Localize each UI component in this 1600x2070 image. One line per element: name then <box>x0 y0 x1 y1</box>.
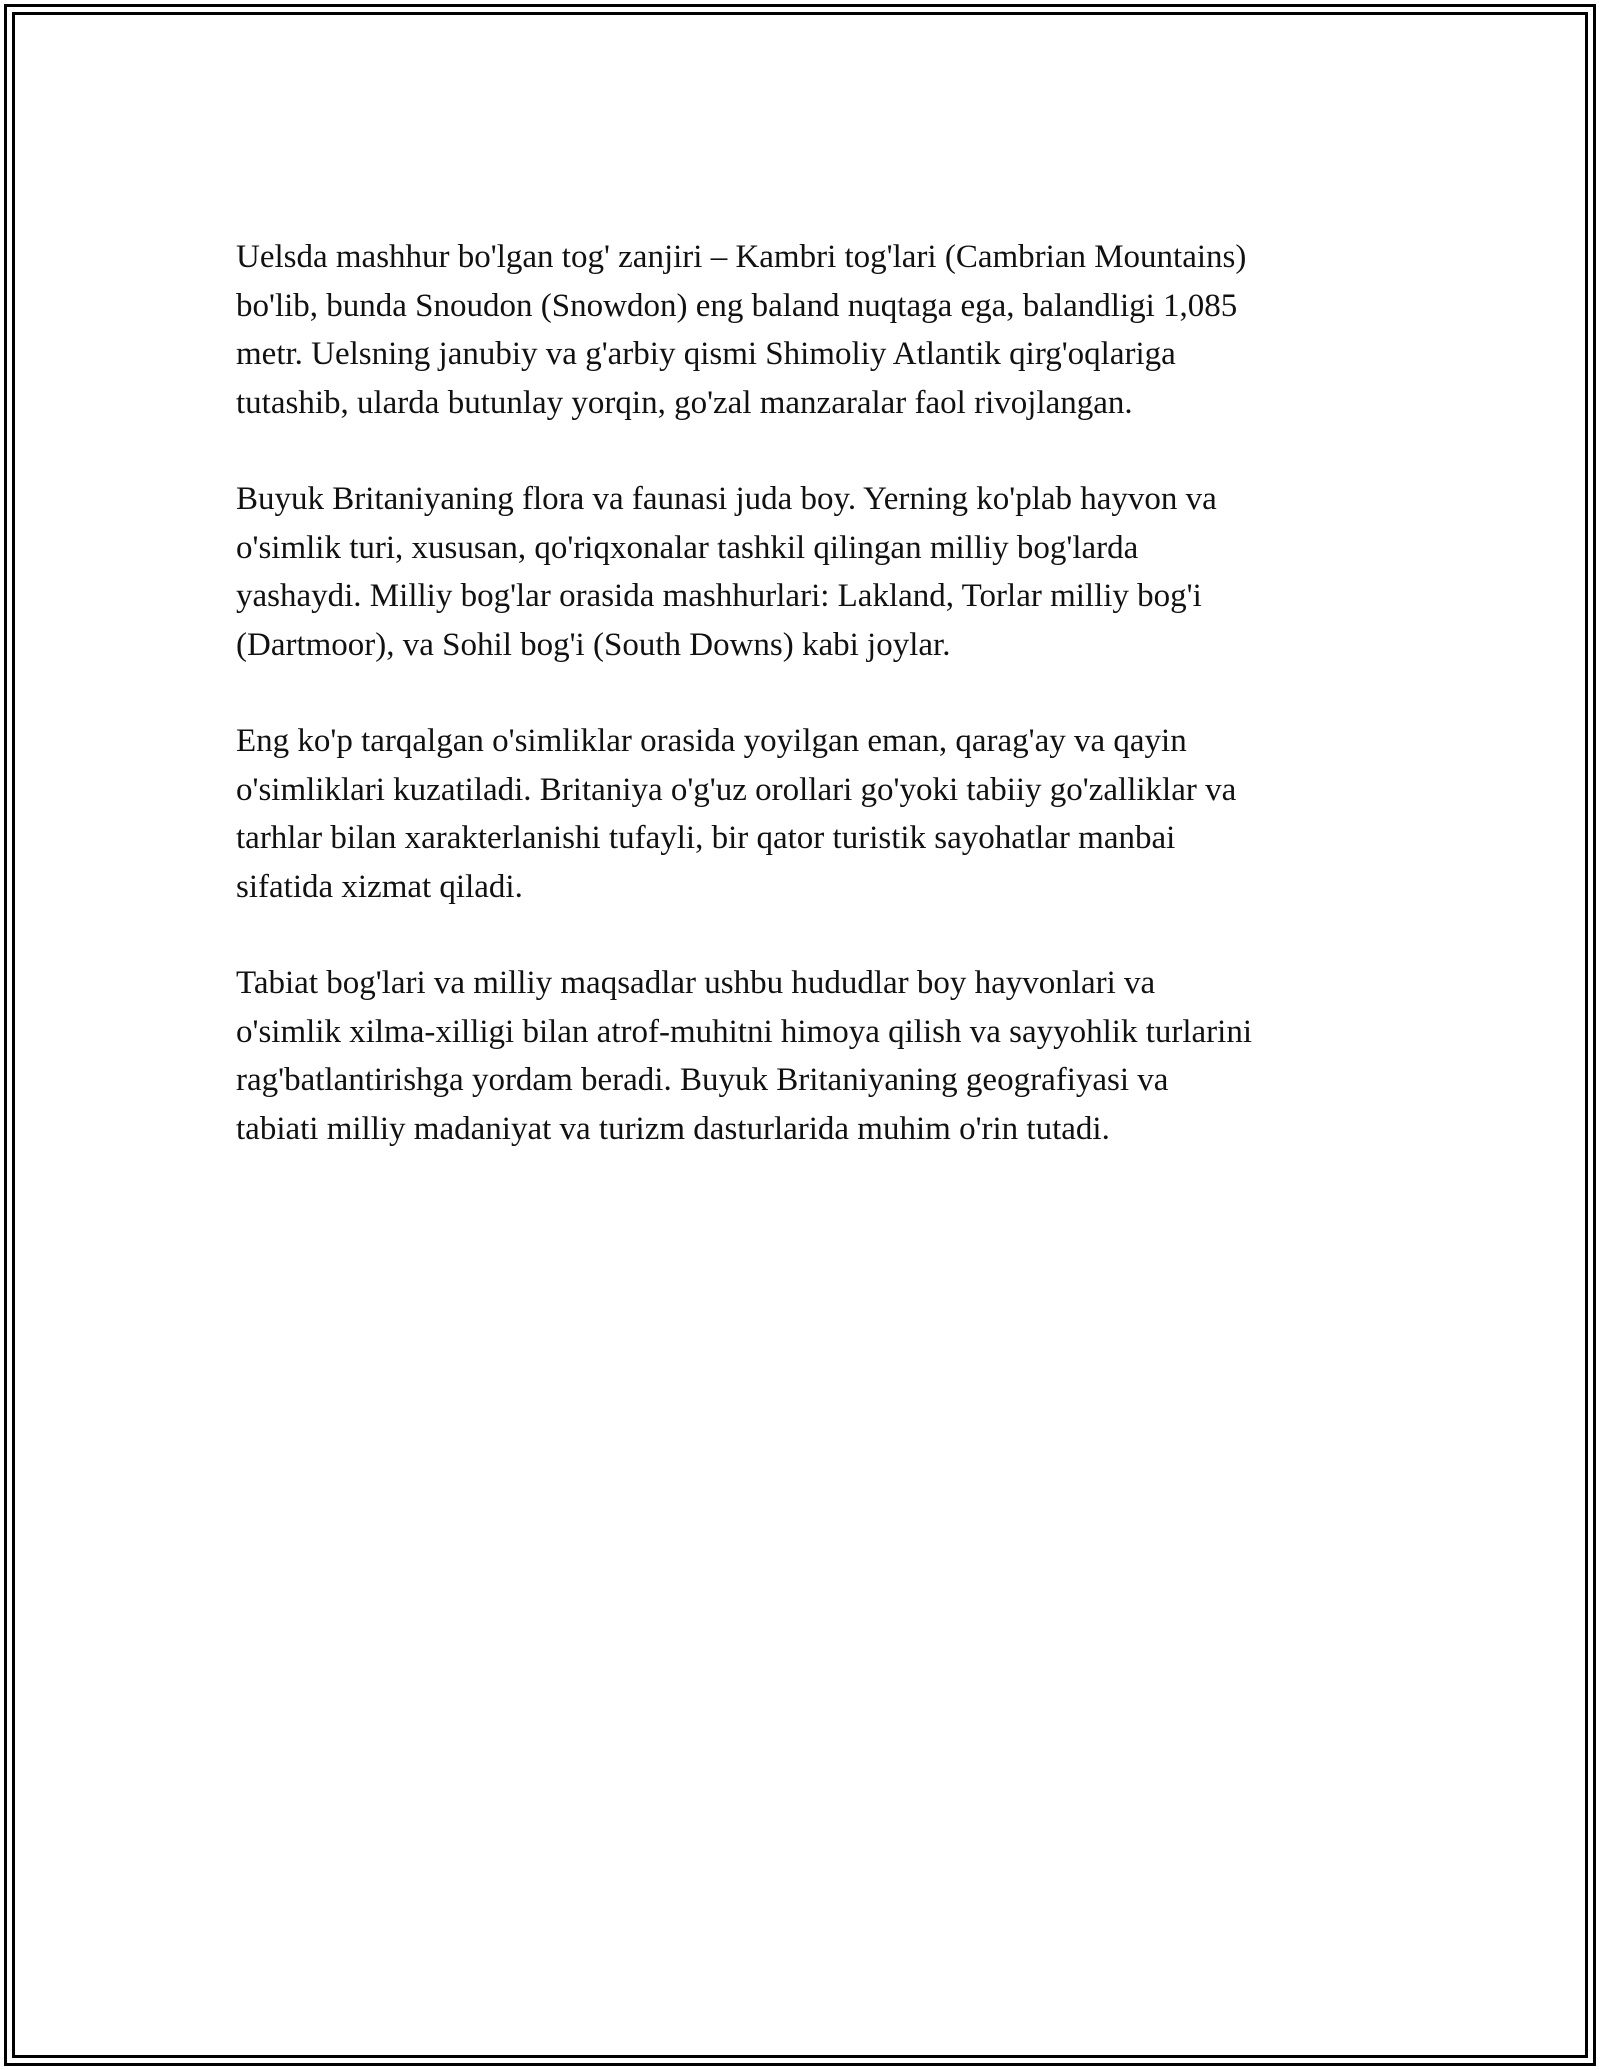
paragraph-line: o'simlik xilma-xilligi bilan atrof-muhitni himoya qilish va sayyohlik turlarini <box>236 1013 1252 1050</box>
paragraph-line: tabiati milliy madaniyat va turizm dasturlarida muhim o'rin tutadi. <box>236 1110 1110 1147</box>
paragraph-4 <box>236 959 1366 1153</box>
paragraph-line: o'simlik turi, xususan, qo'riqxonalar tashkil qilingan milliy bog'larda <box>236 529 1139 566</box>
paragraph-line: rag'batlantirishga yordam beradi. Buyuk Britaniyaning geografiyasi va <box>236 1062 1169 1098</box>
paragraph-line: bo'lib, bunda Snoudon (Snowdon) eng baland nuqtaga ega, balandligi 1,085 <box>236 287 1238 324</box>
paragraph-line: (Dartmoor), va Sohil bog'i (South Downs) kabi joylar. <box>236 626 951 663</box>
paragraph-line: Tabiat bog'lari va milliy maqsadlar ushbu hududlar boy hayvonlari va <box>236 965 1156 1001</box>
paragraph-line: Buyuk Britaniyaning flora va faunasi juda boy. Yerning ko'plab hayvon va <box>236 481 1217 517</box>
paragraph-line: tutashib, ularda butunlay yorqin, go'zal manzaralar faol rivojlangan. <box>236 384 1133 421</box>
paragraph-line: Uelsda mashhur bo'lgan tog' zanjiri – Kambri tog'lari (Cambrian Mountains) <box>236 239 1247 275</box>
paragraph-1 <box>236 233 1366 427</box>
paragraph-3 <box>236 717 1366 911</box>
paragraph-line: yashaydi. Milliy bog'lar orasida mashhurlari: Lakland, Torlar milliy bog'i <box>236 578 1202 614</box>
document-body <box>236 233 1366 1201</box>
paragraph-line: Eng ko'p tarqalgan o'simliklar orasida yoyilgan eman, qarag'ay va qayin <box>236 723 1187 759</box>
paragraph-line: tarhlar bilan xarakterlanishi tufayli, bir qator turistik sayohatlar manbai <box>236 820 1176 856</box>
paragraph-line: o'simliklari kuzatiladi. Britaniya o'g'uz orollari go'yoki tabiiy go'zalliklar va <box>236 771 1237 808</box>
paragraph-2 <box>236 475 1366 669</box>
paragraph-line: sifatida xizmat qiladi. <box>236 868 523 905</box>
paragraph-line: metr. Uelsning janubiy va g'arbiy qismi Shimoliy Atlantik qirg'oqlariga <box>236 336 1176 372</box>
